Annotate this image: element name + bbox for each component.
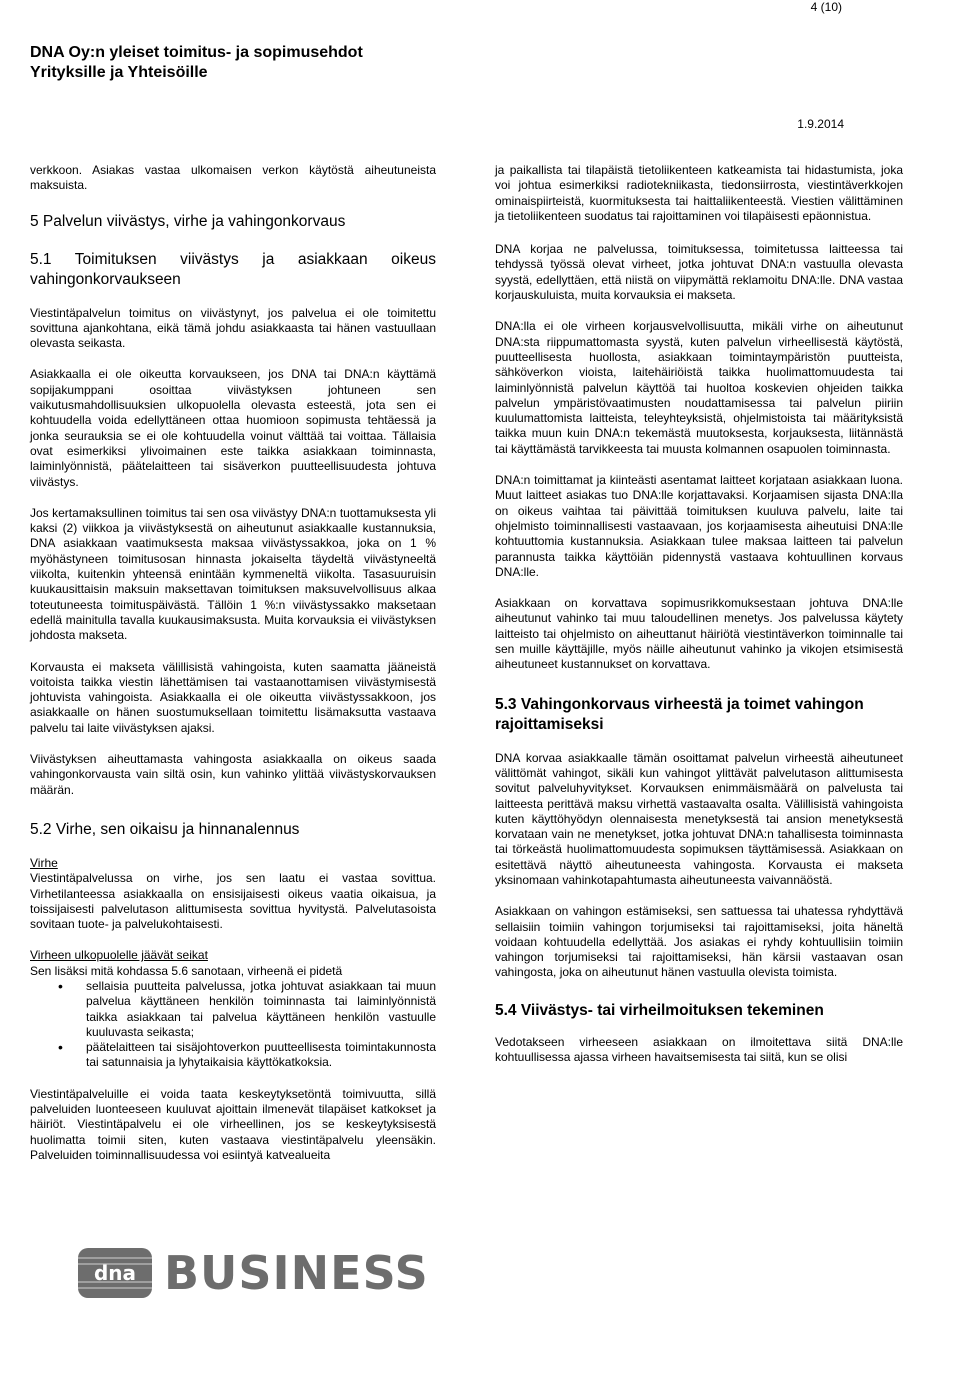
paragraph: verkkoon. Asiakas vastaa ulkomaisen verkon käytöstä aiheutuneista maksuista. (30, 163, 436, 193)
list-item: • sellaisia puutteita palvelussa, jotka johtuvat asiakkaan tai muun palvelua käyttäneen henkilön toiminnasta tai laiminlyönnistä taikka asiakkaan tai palvelua käyttäneen henkilön vastuulle kuuluvasta seikasta; (86, 979, 436, 1040)
subheading-ulkopuolelle: Virheen ulkopuolelle jäävät seikat (30, 948, 208, 963)
section-heading-5-4: 5.4 Viivästys- tai virheilmoituksen tekeminen (495, 1001, 824, 1019)
paragraph: Viestintäpalvelun toimitus on viivästynyt, jos palvelua ei ole toimitettu sovittuna ajankohtana, eikä tämä johdu asiakkaasta tai hänen vastuullaan olevasta seikasta. (30, 305, 436, 351)
paragraph: ja paikallista tai tilapäistä tietoliikenteen katkeamista tai hidastumista, joka voi johtua esimerkiksi radiotekniikasta, tiedonsiirrosta, viestintäverkkojen ominaispiirteistä, kuormituksesta tai haittaliikenteestä. Viestien välittäminen ja tietoliikenteen suodatus tai rajoittaminen voi tilapäisesti epäonnistua. (495, 163, 903, 223)
paragraph: Jos kertamaksullinen toimitus tai sen osa viivästyy DNA:n tuottamuksesta yli kaksi (2) viikkoa ja viivästyksestä on aiheutunut asiakkaalle kustannuksia, DNA asiakkaan vaatimuksesta maksaa viivästyssakkoa, joka on 1 % myöhästyneen toimitusosan hinnasta jokaiselta täydeltä viivästyneeltä viikolta, kuitenkin yhteensä enintään kymmeneltä viikolta. Tasasuuruisin kuukausittaisin maksuin maksettavan toimituksen maksuvelvollisuus alkaa toteutuneesta toimituspäivästä. Tällöin 1 %:n viivästyssakko maksetaan edellä mainitulla tavalla kuukausimaksusta. Muita korvauksia ei viivästyksen johdosta makseta. (30, 505, 436, 643)
paragraph: Sen lisäksi mitä kohdassa 5.6 sanotaan, virheenä ei pidetä (30, 963, 343, 978)
paragraph: Asiakkaan on korvattava sopimusrikkomuksestaan johtuva DNA:lle aiheutunut vahinko tai muu taloudellinen menetys. Jos palvelussa käytety laitteisto tai ohjelmisto on aiheuttanut häiriötä viestintäverkon toiminnalle tai sen muille käyttäjille, myös näille aiheutunut vahinko ja vikojen etsimisestä aiheutuneet kustannukset on korvattava. (495, 596, 903, 672)
paragraph: Korvausta ei makseta välillisistä vahingoista, kuten saamatta jääneistä voitoista taikka viestin lähettämisen tai vastaanottamisen viivästymisestä johtuvista vahingoista. Asiakkaalla ei ole oikeutta viivästyssakkoon, jos asiakkaalle on hänen suostumuksellaan toimitettu lisämaksutta vastaava palvelu tai laite viivästyksen ajaksi. (30, 659, 436, 735)
paragraph: Viestintäpalveluille ei voida taata keskeytyksetöntä toimivuutta, sillä palveluiden luonteeseen kuuluvat ajoittain ilmenevät tilapäiset katkokset ja häiriöt. Viestintäpalvelu ei ole virheellinen, jos se keskeytyksisestä huolimatta toimii siten, kuten vastaava viestintäpalvelu yleensäkin. Palveluiden toiminnallisuudessa voi esiintyä katvealueita (30, 1086, 436, 1162)
logo-mark-text: dna (93, 1261, 137, 1285)
left-column (30, 163, 436, 1179)
paragraph: Viivästyksen aiheuttamasta vahingosta asiakkaalla on oikeus saada vahingonkorvausta vain siltä osin, kun vahinko ylittää viivästyskorvauksen määrän. (30, 752, 436, 797)
paragraph: DNA:n toimittamat ja kiinteästi asentamat laitteet korjataan asiakkaan luona. Muut laitteet asiakas tuo DNA:lle korjattavaksi. Korjaamisen sijasta DNA:lla on oikeus vaihtaa tai päivittää toimituksen kuuluva palvelu, laite tai ohjelmisto toiminnallisesti vastaavaan, jos korjaamisesta aiheutuisi DNA:lle kohtuuttomia kustannuksia. Asiakkaan tulee maksaa laitteen tai palvelun parannusta taikka käyttöiän pidennystä vastaava kohtuullinen korvaus DNA:lle. (495, 473, 903, 579)
list-item: • päätelaitteen tai sisäjohtoverkon puutteellisesta toimintakunnosta tai satunnaisia ja lyhytaikaisia käyttökatkoksia. (86, 1040, 436, 1071)
section-heading-5-3: 5.3 Vahingonkorvaus virheestä ja toimet vahingon rajoittamiseksi (495, 695, 864, 733)
section-heading-5: 5 Palvelun viivästys, virhe ja vahingonkorvaus (30, 212, 346, 230)
subheading-virhe: Virhe (30, 855, 58, 870)
title-line-1: DNA Oy:n yleiset toimitus- ja sopimusehdot (30, 44, 363, 61)
right-column (495, 163, 903, 1081)
paragraph: Asiakkaalla ei ole oikeutta korvaukseen, jos DNA tai DNA:n käyttämä sopijakumppani osoittaa viivästyksen johtuneen sen vaikutusmahdollisuuksien ulkopuolella olevasta esteestä, jota sen ei kohtuudella voida edellyttäneen ottaa huomioon sopimusta tehtäessä ja jonka seurauksia se ei ole kohtuudella voinut välttää tai voittaa. Tällaisia ovat esimerkiksi ylivoimainen este taikka asiakkaan toiminnasta, laiminlyönnistä, päätelaitteen tai sisäverkon puutteellisuudesta johtuva viivästys. (30, 367, 436, 489)
logo-wordmark: BUSINESS (164, 1246, 429, 1300)
paragraph: DNA korjaa ne palvelussa, toimituksessa, toimitetussa laitteessa tai tehdyssä työssä olevat virheet, jotka johtuvat DNA:n vastuulla olevasta syystä, edellyttäen, että niistä on viipymättä reklamoitu DNA:lle. DNA vastaa korjauskuluista, muita korvauksia ei makseta. (495, 242, 903, 303)
paragraph: Viestintäpalvelussa on virhe, jos sen laatu ei vastaa sovittua. Virhetilanteessa asiakkaalla on ensisijaisesti oikeus vaatia oikaisua, ja toissijaisesti palvelutason alittumisesta sovittua hyvitystä. Palvelutasoista sovitaan tuote- ja palvelukohtaisesti. (30, 871, 436, 932)
dna-logo-mark (78, 1248, 152, 1298)
document-date: 1.9.2014 (797, 117, 844, 131)
section-heading-5-2: 5.2 Virhe, sen oikaisu ja hinnanalennus (30, 820, 300, 838)
document-title (30, 43, 363, 83)
bullet-list (30, 979, 436, 1071)
dna-business-logo (78, 1246, 429, 1300)
title-line-2: Yrityksille ja Yhteisöille (30, 64, 208, 81)
paragraph: DNA korvaa asiakkaalle tämän osoittamat palvelun virheestä aiheutuneet välittömät vahingot, sikäli kun vahingot ylittävät palvelutason alittumisesta sovitut palveluhyvitykset. Korvauksen enimmäismäärä on palvelusta tai laitteesta perittävä maksu virhettä vastaavalta osalta. Välillisistä vahingoista kuten käyttöhyödyn olennaisesta menetyksestä tai ansion menetyksestä korvataan vain ne menetykset, jotka johtuvat DNA:n tahallisesta toiminnasta tai törkeästä huolimattomuudesta sopimuksen täyttämisessä. Asiakkaan on esitettävä näyttö aiheutuneesta vahingosta. Korvausta ei makseta yksinomaan vahinkotapahtumasta aiheutuneesta vaivannäöstä. (495, 750, 903, 887)
section-heading-5-1: 5.1 Toimituksen viivästys ja asiakkaan oikeus vahingonkorvaukseen (30, 250, 436, 288)
paragraph: Asiakkaan on vahingon estämiseksi, sen sattuessa tai uhatessa ryhdyttävä sellaisiin toimiin vahingon torjumiseksi tai rajoittamiseksi, joita häneltä voidaan kohtuudella edellyttää. Jos asiakas ei ryhdy kohtuullisiin toimiin vahingon torjumiseksi tai rajoittamiseksi, hän kärsii vastaavan osan vahingosta, joka on aiheutunut hänen vastuulla olevista toimista. (495, 904, 903, 980)
paragraph: DNA:lla ei ole virheen korjausvelvollisuutta, mikäli virhe on aiheutunut DNA:sta riippumattomasta syystä, kuten palvelun virheellisestä käytöstä, puutteellisesta huollosta, asiakkaan toimintaympäristön puutteista, sähköverkon vioista, laitehäiriöistä taikka huolimattomuudesta tai laiminlyönnistä palvelun käyttöä tai huoltoa koskevien ohjeiden taikka palvelun ympäristövaatimusten noudattamisessa tai palvelun piiriin kuulumattomista laitteista, teleyhteyksistä, ohjelmistoista tai määrityksistä taikka muun kuin DNA:n tekemästä muutoksesta, korjauksesta, liitännästä tai käyttämästä tarvikkeesta tai muusta kolmannen osapuolen toiminnasta. (495, 319, 903, 456)
page-number: 4 (10) (810, 0, 842, 14)
paragraph: Vedotakseen virheeseen asiakkaan on ilmoitettava siitä DNA:lle kohtuullisessa ajassa virheen havaitsemisesta tai siitä, kun se olisi (495, 1034, 903, 1065)
